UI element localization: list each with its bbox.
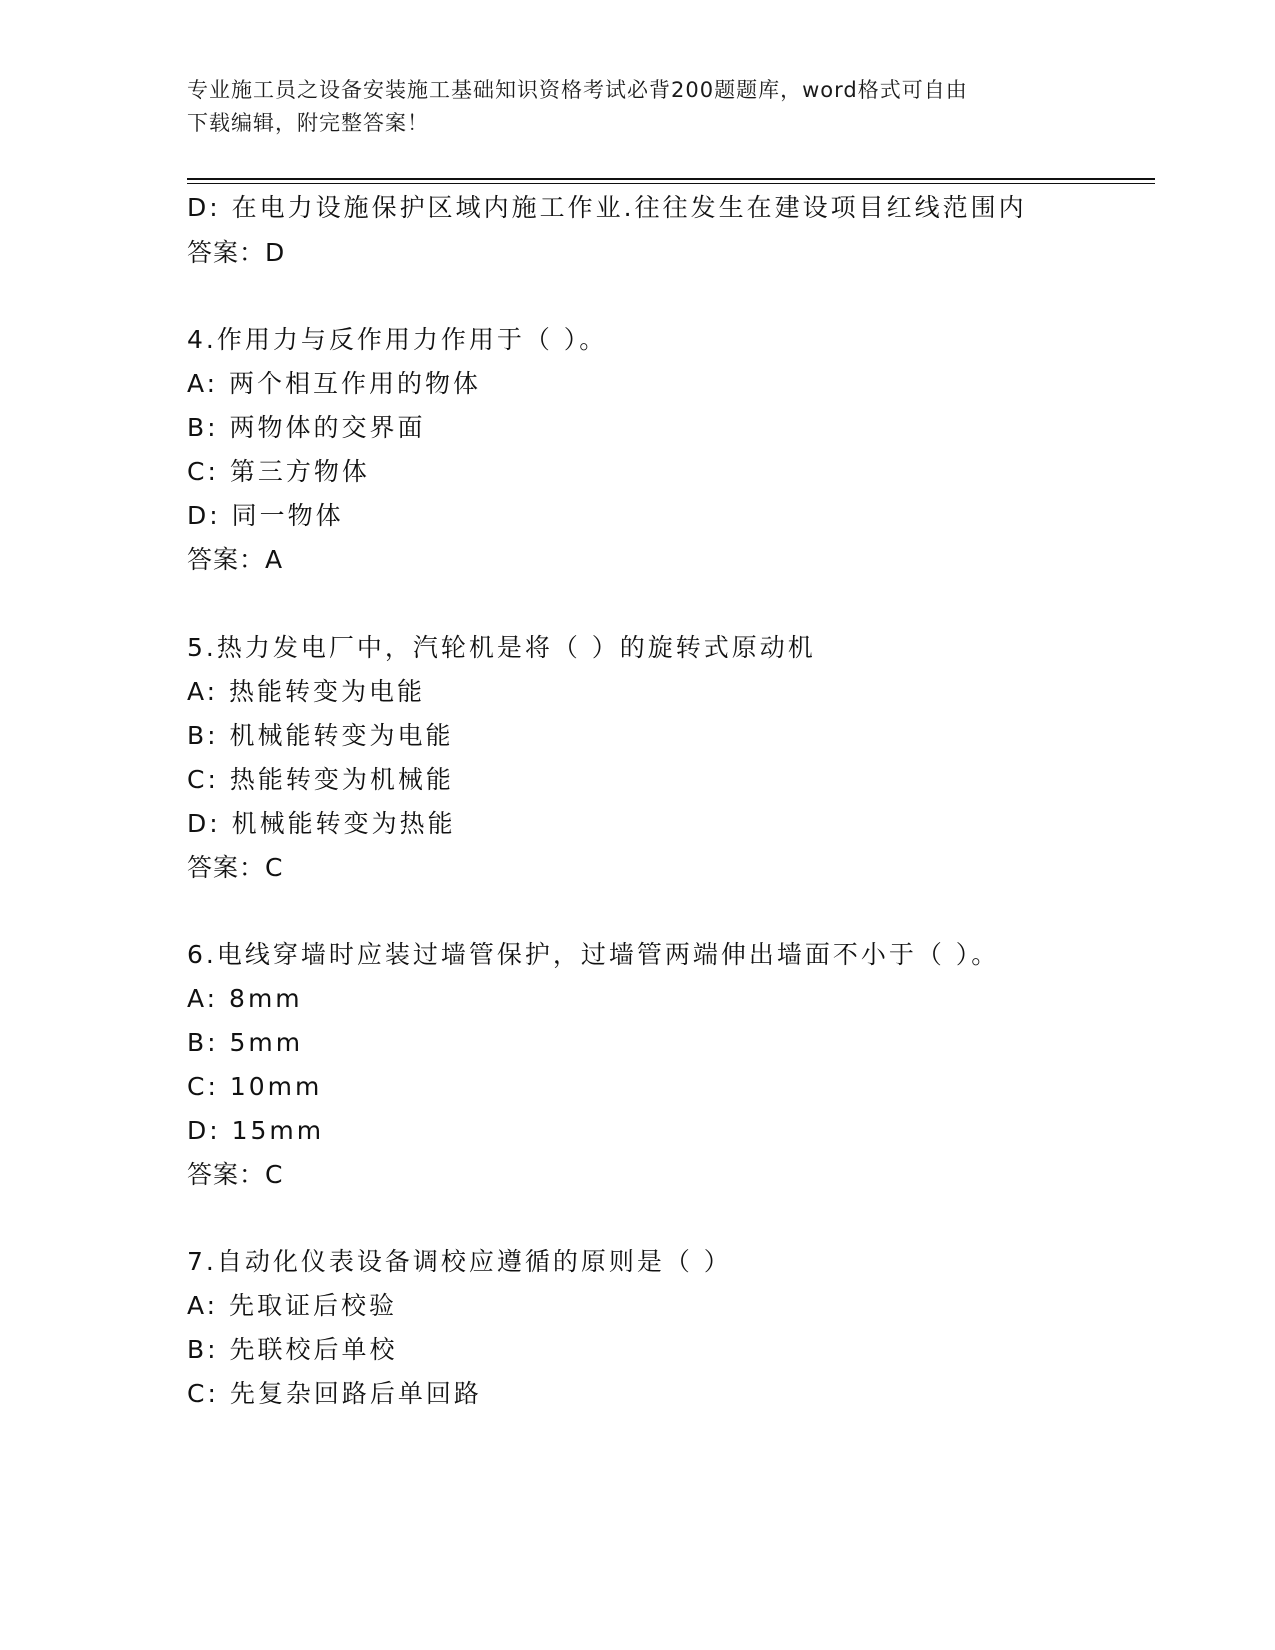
q4-option-b: B: 两物体的交界面 — [187, 413, 426, 442]
q4-option-d: D: 同一物体 — [187, 501, 344, 530]
q7-option-b: B: 先联校后单校 — [187, 1335, 398, 1364]
header-divider-thick — [187, 178, 1155, 180]
q3-option-d: D: 在电力设施保护区域内施工作业.往往发生在建设项目红线范围内 — [187, 193, 1027, 222]
header-line-1: 专业施工员之设备安装施工基础知识资格考试必背200题题库，word格式可自由 — [187, 78, 968, 102]
q6-answer: 答案：C — [187, 1160, 284, 1189]
q6-stem: 6.电线穿墙时应装过墙管保护，过墙管两端伸出墙面不小于（ ）。 — [187, 940, 1000, 969]
q4-answer: 答案：A — [187, 545, 284, 574]
q4-option-c: C: 第三方物体 — [187, 457, 370, 486]
q6-option-b: B: 5mm — [187, 1028, 304, 1057]
q3-answer: 答案：D — [187, 238, 286, 267]
q7-option-c: C: 先复杂回路后单回路 — [187, 1379, 482, 1408]
q5-option-a: A: 热能转变为电能 — [187, 677, 426, 706]
q5-answer: 答案：C — [187, 853, 284, 882]
q7-stem: 7.自动化仪表设备调校应遵循的原则是（ ） — [187, 1247, 732, 1276]
q5-option-c: C: 热能转变为机械能 — [187, 765, 454, 794]
document-header — [187, 74, 1087, 140]
header-line-2: 下载编辑，附完整答案！ — [187, 111, 429, 135]
q4-option-a: A: 两个相互作用的物体 — [187, 369, 482, 398]
q6-option-c: C: 10mm — [187, 1072, 323, 1101]
header-divider-thin — [187, 183, 1155, 184]
q5-option-d: D: 机械能转变为热能 — [187, 809, 456, 838]
q6-option-d: D: 15mm — [187, 1116, 325, 1145]
q4-stem: 4.作用力与反作用力作用于（ ）。 — [187, 325, 608, 354]
q6-option-a: A: 8mm — [187, 984, 303, 1013]
q7-option-a: A: 先取证后校验 — [187, 1291, 398, 1320]
q5-option-b: B: 机械能转变为电能 — [187, 721, 454, 750]
q5-stem: 5.热力发电厂中，汽轮机是将（ ）的旋转式原动机 — [187, 633, 816, 662]
